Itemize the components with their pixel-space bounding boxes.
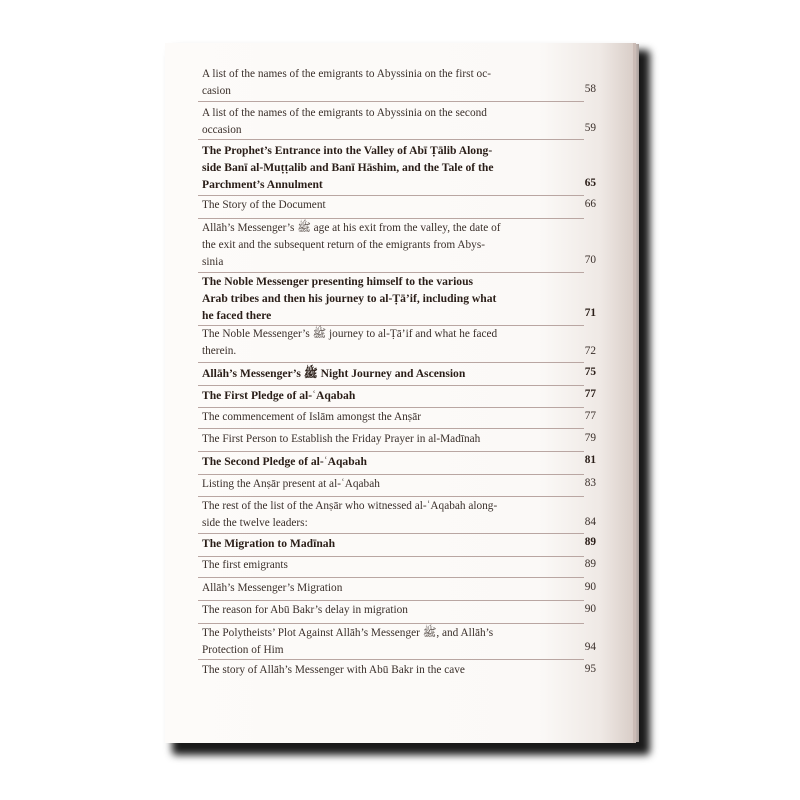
toc-entry-title-line: Parchment’s Annulment [202, 178, 323, 191]
toc-entry-title-line: The Polytheists’ Plot Against Allāh’s Messenger ﷺ, and Allāh’s [202, 627, 494, 639]
toc-entry-title-line: Allāh’s Messenger’s Migration [202, 582, 343, 594]
toc-entry-title-line: The Second Pledge of al-ʿAqabah [202, 455, 367, 468]
toc-entry-title-line: A list of the names of the emigrants to Abyssinia on the second [202, 107, 487, 119]
toc-page-number: 89 [584, 536, 596, 548]
toc-entry-title-line: sinia [202, 256, 224, 268]
toc-page-number: 77 [584, 410, 596, 422]
toc-entry-title-line: The Noble Messenger’s ﷺ journey to al-Ṭā’if and what he faced [202, 328, 498, 340]
toc-page-number: 70 [584, 254, 596, 266]
toc-page-number: 59 [584, 122, 596, 134]
toc-divider [198, 428, 584, 429]
toc-entry [202, 625, 540, 659]
toc-entry-title-line: The first emigrants [202, 559, 288, 571]
toc-page-number: 79 [584, 432, 596, 444]
toc-entry [202, 535, 540, 552]
toc-page-number: 95 [584, 663, 596, 675]
toc-divider [198, 533, 584, 534]
toc-page-number: 94 [584, 641, 596, 653]
toc-entry-title-line: the exit and the subsequent return of the emigrants from Abys- [202, 239, 485, 251]
toc-entry [202, 662, 540, 679]
toc-entry-title-line: Arab tribes and then his journey to al-Ṭā’if, including what [202, 292, 497, 305]
toc-page-number: 65 [584, 177, 596, 189]
toc-entry [202, 273, 540, 324]
toc-page-number: 58 [584, 83, 596, 95]
toc-page-number: 89 [584, 558, 596, 570]
toc-entry [202, 602, 540, 619]
toc-entry-title-line: The Story of the Document [202, 199, 326, 211]
toc-entry-title-line: casion [202, 85, 231, 97]
toc-divider [198, 139, 584, 140]
toc-entry-title-line: Protection of Him [202, 644, 284, 656]
toc-entry-title-line: The Migration to Madīnah [202, 537, 336, 550]
toc-entry [202, 453, 540, 470]
toc-entry-title-line: The story of Allāh’s Messenger with Abū Bakr in the cave [202, 664, 465, 676]
toc-entry-title-line: Listing the Anṣār present at al-ʿAqabah [202, 478, 380, 490]
toc-divider [198, 451, 584, 452]
toc-divider [198, 496, 584, 497]
toc-entry-title-line: Allāh’s Messenger’s ﷺ age at his exit from the valley, the date of [202, 222, 501, 234]
toc-entry [202, 105, 540, 139]
toc-divider [198, 623, 584, 624]
toc-divider [198, 474, 584, 475]
toc-entry [202, 476, 540, 493]
toc-page-number: 90 [584, 581, 596, 593]
toc-entry-title-line: therein. [202, 345, 237, 357]
toc-entry-title-line: The Noble Messenger presenting himself to the various [202, 275, 474, 288]
toc-divider [198, 218, 584, 219]
toc-divider [198, 362, 584, 363]
toc-entry-title-line: A list of the names of the emigrants to Abyssinia on the first oc- [202, 68, 491, 80]
toc-page-number: 83 [584, 477, 596, 489]
toc-divider [198, 600, 584, 601]
toc-entry [202, 557, 540, 574]
toc-page-number: 81 [584, 454, 596, 466]
toc-entry-title-line: occasion [202, 124, 242, 136]
toc-divider [198, 101, 584, 102]
toc-entry-title-line: The First Person to Establish the Friday Prayer in al-Madīnah [202, 433, 481, 445]
toc-entry-title-line: The rest of the list of the Anṣār who witnessed al-ʿAqabah along- [202, 500, 498, 512]
toc-page-number: 75 [584, 366, 596, 378]
toc-entry [202, 197, 540, 214]
toc-divider [198, 195, 584, 196]
toc-entry [202, 580, 540, 597]
toc-entry [202, 220, 540, 271]
book-page [165, 43, 636, 743]
toc-entry-title-line: The Prophet’s Entrance into the Valley of Abī Ṭālib Along- [202, 144, 493, 157]
toc-entry [202, 142, 540, 193]
toc-page-number: 84 [584, 516, 596, 528]
toc-entry-title-line: side Banī al-Muṭṭalib and Banī Hāshim, and the Tale of the [202, 161, 494, 174]
toc-entry [202, 365, 540, 382]
toc-divider [198, 577, 584, 578]
toc-page-number: 77 [584, 388, 596, 400]
toc-divider [198, 407, 584, 408]
toc-entry [202, 498, 540, 532]
toc-page-number: 66 [584, 198, 596, 210]
toc-entry-title-line: Allāh’s Messenger’s ﷺ Night Journey and Ascension [202, 367, 466, 380]
toc-entry [202, 387, 540, 404]
toc-entry [202, 66, 540, 100]
toc-entry-title-line: The commencement of Islām amongst the Anṣār [202, 411, 421, 423]
toc-entry-title-line: side the twelve leaders: [202, 517, 308, 529]
toc-entry [202, 326, 540, 360]
toc-divider [198, 385, 584, 386]
toc-page-number: 90 [584, 603, 596, 615]
toc-entry-title-line: The First Pledge of al-ʿAqabah [202, 389, 356, 402]
toc-entry-title-line: The reason for Abū Bakr’s delay in migration [202, 604, 408, 616]
toc-divider [198, 659, 584, 660]
toc-entry [202, 409, 540, 426]
toc-page-number: 72 [584, 345, 596, 357]
toc-entry-title-line: he faced there [202, 309, 272, 322]
table-of-contents [165, 43, 633, 743]
toc-page-number: 71 [584, 307, 596, 319]
toc-entry [202, 431, 540, 448]
